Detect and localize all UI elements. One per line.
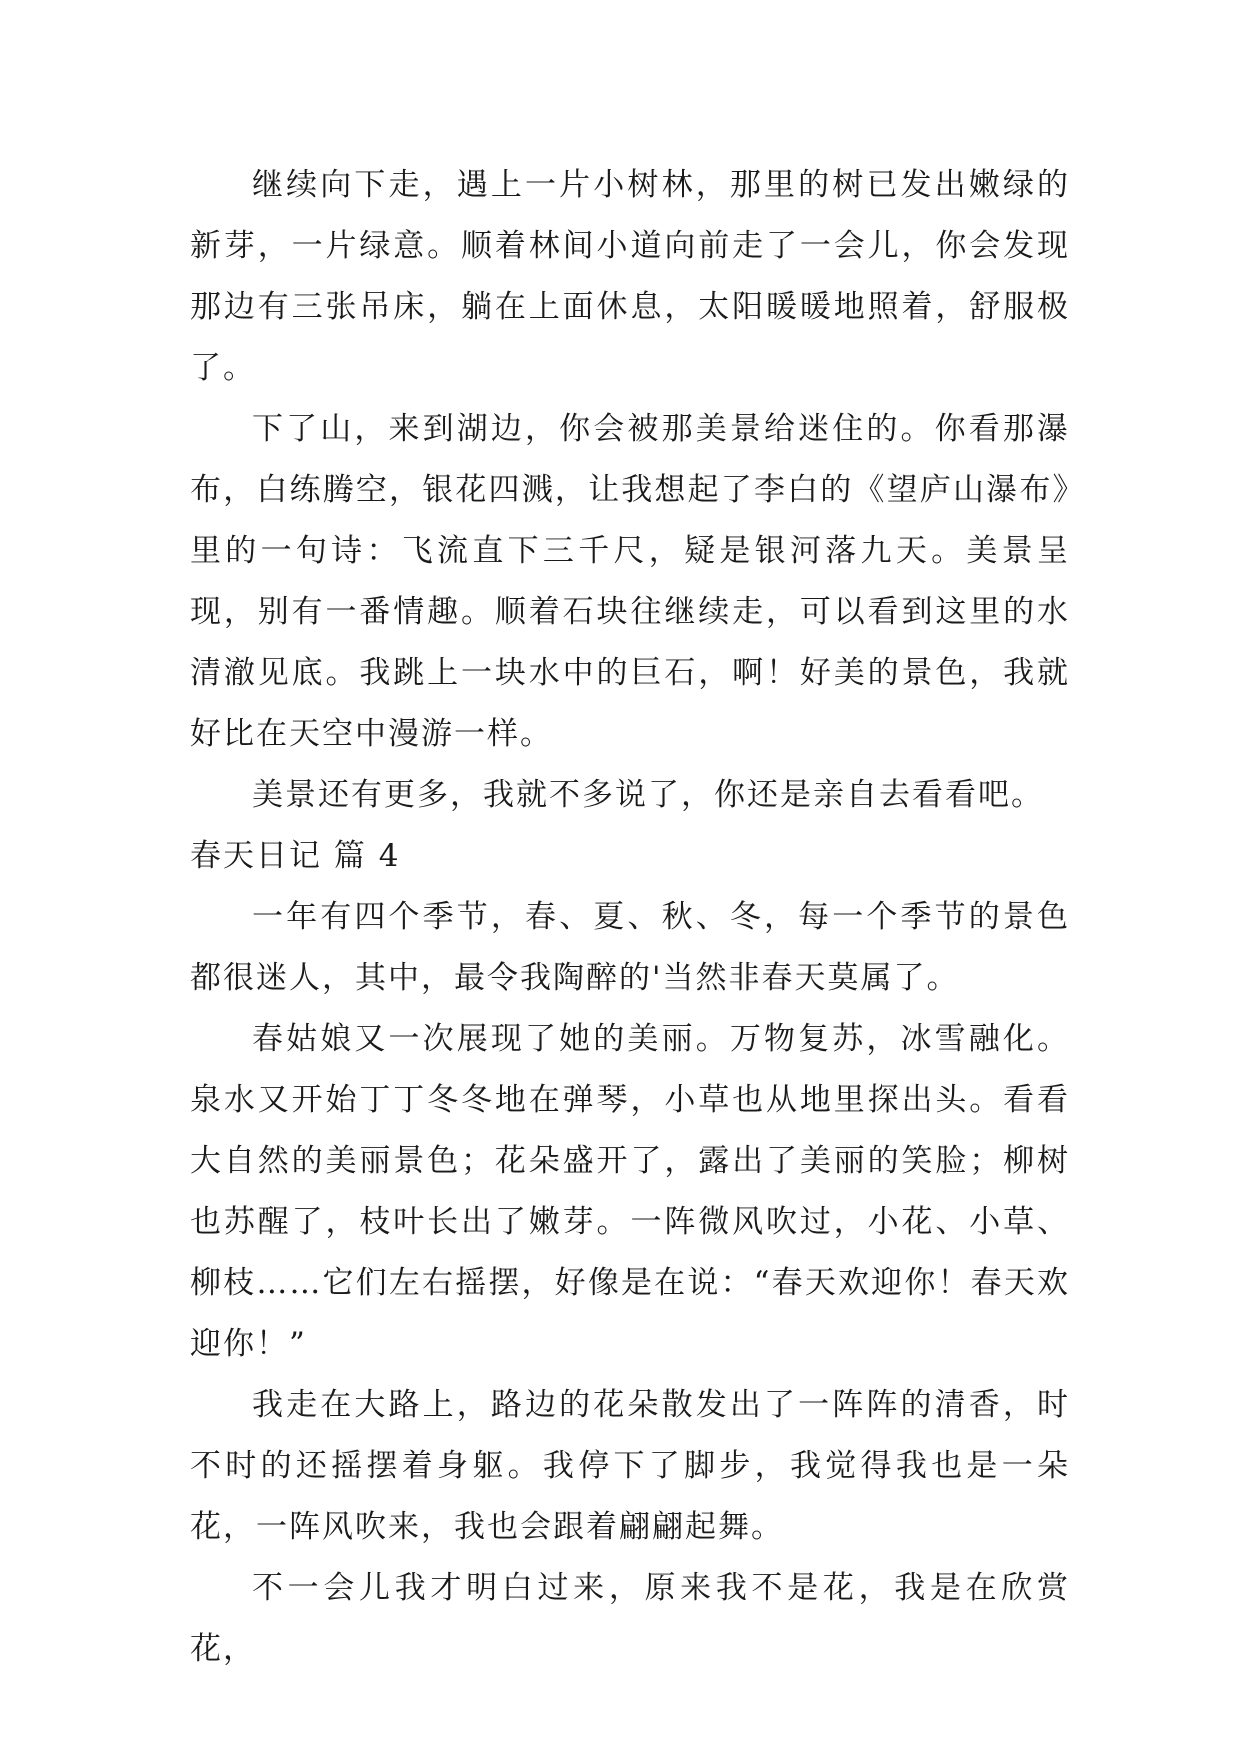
paragraph-realize: 不一会儿我才明白过来，原来我不是花，我是在欣赏花， [190, 1570, 1070, 1667]
paragraph-more-scenery: 美景还有更多，我就不多说了，你还是亲自去看看吧。 [252, 777, 1044, 813]
document-body [190, 155, 1070, 1680]
paragraph-spring-girl: 春姑娘又一次展现了她的美丽。万物复苏，冰雪融化。泉水又开始丁丁冬冬地在弹琴，小草也从地里探出头。看看大自然的美丽景色；花朵盛开了，露出了美丽的笑脸；柳树也苏醒了，枝叶长出了嫩芽。一阵微风吹过，小花、小草、柳枝……它们左右摇摆，好像是在说：“春天欢迎你！春天欢迎你！” [190, 1021, 1070, 1362]
paragraph-seasons: 一年有四个季节，春、夏、秋、冬，每一个季节的景色都很迷人，其中，最令我陶醉的'当然非春天莫属了。 [190, 899, 1070, 996]
section-heading: 春天日记 篇 4 [190, 838, 401, 874]
paragraph-lake: 下了山，来到湖边，你会被那美景给迷住的。你看那瀑布，白练腾空，银花四溅，让我想起了李白的《望庐山瀑布》里的一句诗：飞流直下三千尺，疑是银河落九天。美景呈现，别有一番情趣。顺着石块往继续走，可以看到这里的水清澈见底。我跳上一块水中的巨石，啊！好美的景色，我就好比在天空中漫游一样。 [190, 411, 1070, 752]
paragraph-road: 我走在大路上，路边的花朵散发出了一阵阵的清香，时不时的还摇摆着身躯。我停下了脚步，我觉得我也是一朵花，一阵风吹来，我也会跟着翩翩起舞。 [190, 1387, 1070, 1545]
paragraph-woods: 继续向下走，遇上一片小树林，那里的树已发出嫩绿的新芽，一片绿意。顺着林间小道向前走了一会儿，你会发现那边有三张吊床，躺在上面休息，太阳暖暖地照着，舒服极了。 [190, 167, 1070, 386]
